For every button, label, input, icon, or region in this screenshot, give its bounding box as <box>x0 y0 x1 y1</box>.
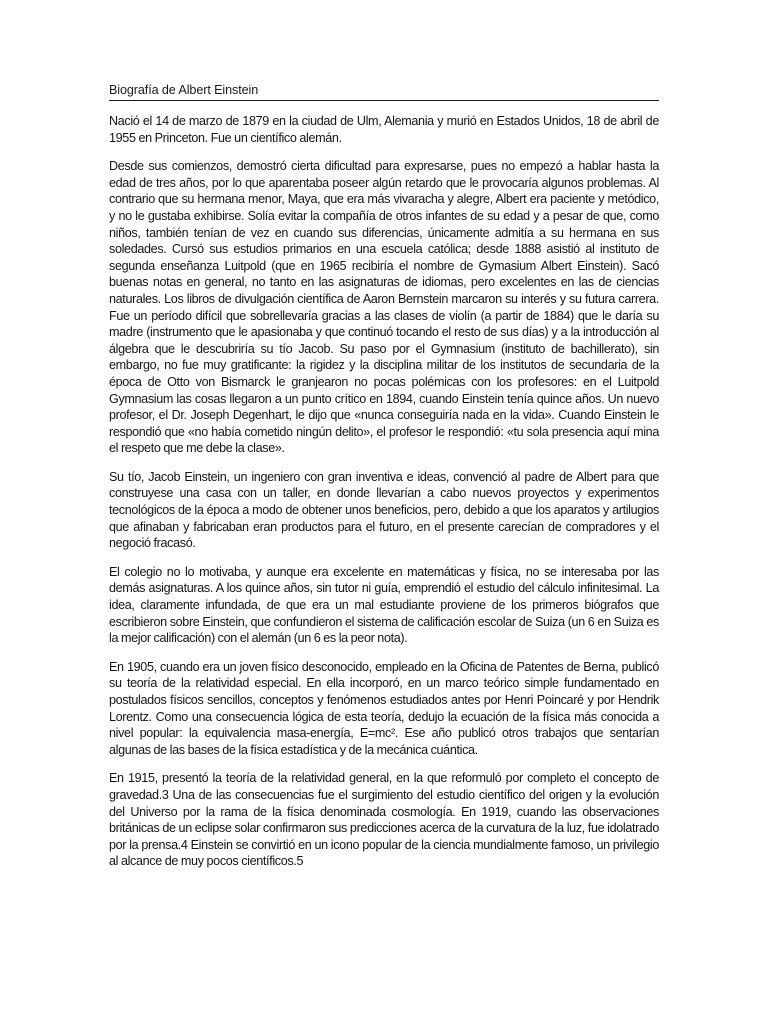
paragraph-school: El colegio no lo motivaba, y aunque era excelente en matemáticas y física, no se interesaba por las demás asignaturas. A los quince años, sin tutor ni guía, emprendió el estudio del cálculo infinitesimal. La idea, claramente infundada, de que era un mal estudiante proviene de los primeros biógrafos que escribieron sobre Einstein, que confundieron el sistema de calificación escolar de Suiza (un 6 en Suiza es la mejor calificación) con el alemán (un 6 es la peor nota). <box>109 564 659 646</box>
paragraph-1905: En 1905, cuando era un joven físico desconocido, empleado en la Oficina de Patentes de Berna, publicó su teoría de la relatividad especial. En ella incorporó, en un marco teórico simple fundamentado en postulados físicos sencillos, conceptos y fenómenos estudiados antes por Henri Poincaré y por Hendrik Lorentz. Como una consecuencia lógica de esta teoría, dedujo la ecuación de la física más conocida a nivel popular: la equivalencia masa-energía, E=mc². Ese año publicó otros trabajos que sentarían algunas de las bases de la física estadística y de la mecánica cuántica. <box>109 659 659 757</box>
title-block <box>109 82 659 101</box>
document-title: Biografía de Albert Einstein <box>109 83 259 97</box>
paragraph-uncle: Su tío, Jacob Einstein, un ingeniero con gran inventiva e ideas, convenció al padre de Albert para que construyese una casa con un taller, en donde llevarían a cabo nuevos proyectos y experimentos tecnológicos de la época a modo de obtener unos beneficios, pero, debido a que los aparatos y artilugios que afinaban y fabricaban eran productos para el futuro, en el presente carecían de compradores y el negoció fracasó. <box>109 469 659 551</box>
document-body <box>109 113 659 882</box>
paragraph-birth: Nació el 14 de marzo de 1879 en la ciudad de Ulm, Alemania y murió en Estados Unidos, 18 de abril de 1955 en Princeton. Fue un científico alemán. <box>109 114 659 145</box>
paragraph-childhood: Desde sus comienzos, demostró cierta dificultad para expresarse, pues no empezó a hablar hasta la edad de tres años, por lo que aparentaba poseer algún retardo que le provocaría algunos problemas. Al contrario que su hermana menor, Maya, que era más vivaracha y alegre, Albert era paciente y metódico, y no le gustaba exhibirse. Solía evitar la compañía de otros infantes de su edad y a pesar de que, como niños, también tenían de vez en cuando sus diferencias, únicamente admitía a su hermana en sus soledades. Cursó sus estudios primarios en una escuela católica; desde 1888 asistió al instituto de segunda enseñanza Luitpold (que en 1965 recibiría el nombre de Gymasium Albert Einstein). Sacó buenas notas en general, no tanto en las asignaturas de idiomas, pero excelentes en las de ciencias naturales. Los libros de divulgación científica de Aaron Bernstein marcaron su interés y su futura carrera. Fue un período difícil que sobrellevaría gracias a las clases de violín (a partir de 1884) que le daría su madre (instrumento que le apasionaba y que continuó tocando el resto de sus días) y a la introducción al álgebra que le descubriría su tío Jacob. Su paso por el Gymnasium (instituto de bachillerato), sin embargo, no fue muy gratificante: la rigidez y la disciplina militar de los institutos de secundaria de la época de Otto von Bismarck le granjearon no pocas polémicas con los profesores: en el Luitpold Gymnasium las cosas llegaron a un punto crítico en 1894, cuando Einstein tenía quince años. Un nuevo profesor, el Dr. Joseph Degenhart, le dijo que «nunca conseguiría nada en la vida». Cuando Einstein le respondió que «no había cometido ningún delito», el profesor le respondió: «tu sola presencia aquí mina el respeto que me debe la clase». <box>109 159 659 456</box>
paragraph-1915: En 1915, presentó la teoría de la relatividad general, en la que reformuló por completo el concepto de gravedad.3 Una de las consecuencias fue el surgimiento del estudio científico del origen y la evolución del Universo por la rama de la física denominada cosmología. En 1919, cuando las observaciones británicas de un eclipse solar confirmaron sus predicciones acerca de la curvatura de la luz, fue idolatrado por la prensa.4 Einstein se convirtió en un icono popular de la ciencia mundialmente famoso, un privilegio al alcance de muy pocos científicos.5 <box>109 771 659 869</box>
